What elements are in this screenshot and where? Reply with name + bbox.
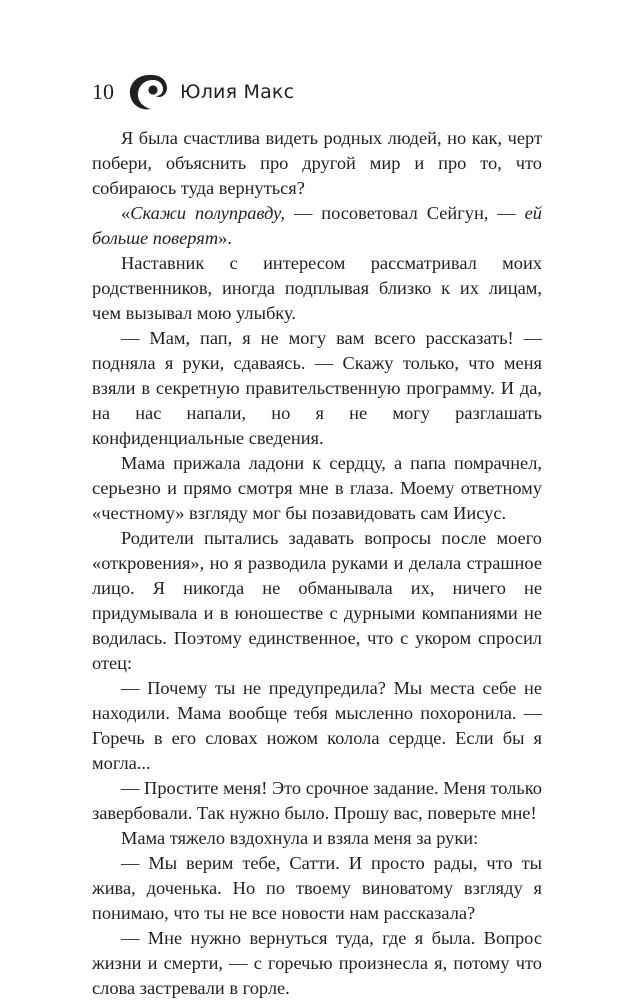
text-segment: — Почему ты не предупредила? Мы места себе не находили. Мама вообще тебя мысленно похоронила. — Горечь в его словах ножом колола сердце. Если бы я могла... — [92, 678, 542, 773]
paragraph — [92, 251, 542, 326]
paragraph — [92, 326, 542, 451]
page-number: 10 — [92, 79, 114, 104]
paragraph — [92, 776, 542, 826]
italic-text-segment: Скажи полуправду, — [130, 203, 286, 223]
page-header — [92, 72, 294, 112]
text-segment: Мама прижала ладони к сердцу, а папа помрачнел, серьезно и прямо смотря мне в глаза. Моему ответному «честному» взгляду мог бы позавидовать сам Иисус. — [92, 453, 542, 523]
paragraph — [92, 851, 542, 926]
text-segment: — Мы верим тебе, Сатти. И просто рады, что ты жива, доченька. Но по твоему виноватому взгляду я понимаю, что ты не все новости нам рассказала? — [92, 853, 542, 923]
paragraph — [92, 451, 542, 526]
paragraph — [92, 826, 542, 851]
paragraph — [92, 676, 542, 776]
text-segment: — Простите меня! Это срочное задание. Меня только завербовали. Так нужно было. Прошу вас, поверьте мне! — [92, 778, 542, 823]
paragraph — [92, 126, 542, 201]
running-head-author: Юлия Макс — [180, 81, 295, 103]
text-segment: — Мне нужно вернуться туда, где я была. Вопрос жизни и смерти, — с горечью произнесла я, потому что слова застревали в горле. — [92, 928, 542, 998]
body-text — [92, 126, 542, 1001]
text-segment: ». — [218, 228, 232, 248]
text-segment: Родители пытались задавать вопросы после моего «откровения», но я разводила руками и делала страшное лицо. Я никогда не обманывала их, ничего не придумывала и в юношестве с дурными компаниями не водилась. Поэтому единственное, что с укором спросил отец: — [92, 528, 542, 673]
paragraph — [92, 926, 542, 1001]
text-segment: — посоветовал Сейгун, — — [285, 203, 525, 223]
text-segment: Мама тяжело вздохнула и взяла меня за руки: — [121, 828, 479, 848]
text-segment: Я была счастлива видеть родных людей, но как, черт побери, объяснить про другой мир и про то, что собираюсь туда вернуться? — [92, 128, 542, 198]
text-segment: — Мам, пап, я не могу вам всего рассказать! — подняла я руки, сдаваясь. — Скажу только, что меня взяли в секретную правительственную программу. И да, на нас напали, но я не могу разглашать конфиденциальные сведения. — [92, 328, 542, 448]
crescent-swirl-icon — [126, 72, 170, 112]
paragraph — [92, 201, 542, 251]
text-segment: « — [121, 203, 131, 223]
italic-text-segment: ей больше поверят — [92, 203, 542, 248]
text-segment: Наставник с интересом рассматривал моих родственников, иногда подплывая близко к их лицам, чем вызывал мою улыбку. — [92, 253, 542, 323]
paragraph — [92, 526, 542, 676]
